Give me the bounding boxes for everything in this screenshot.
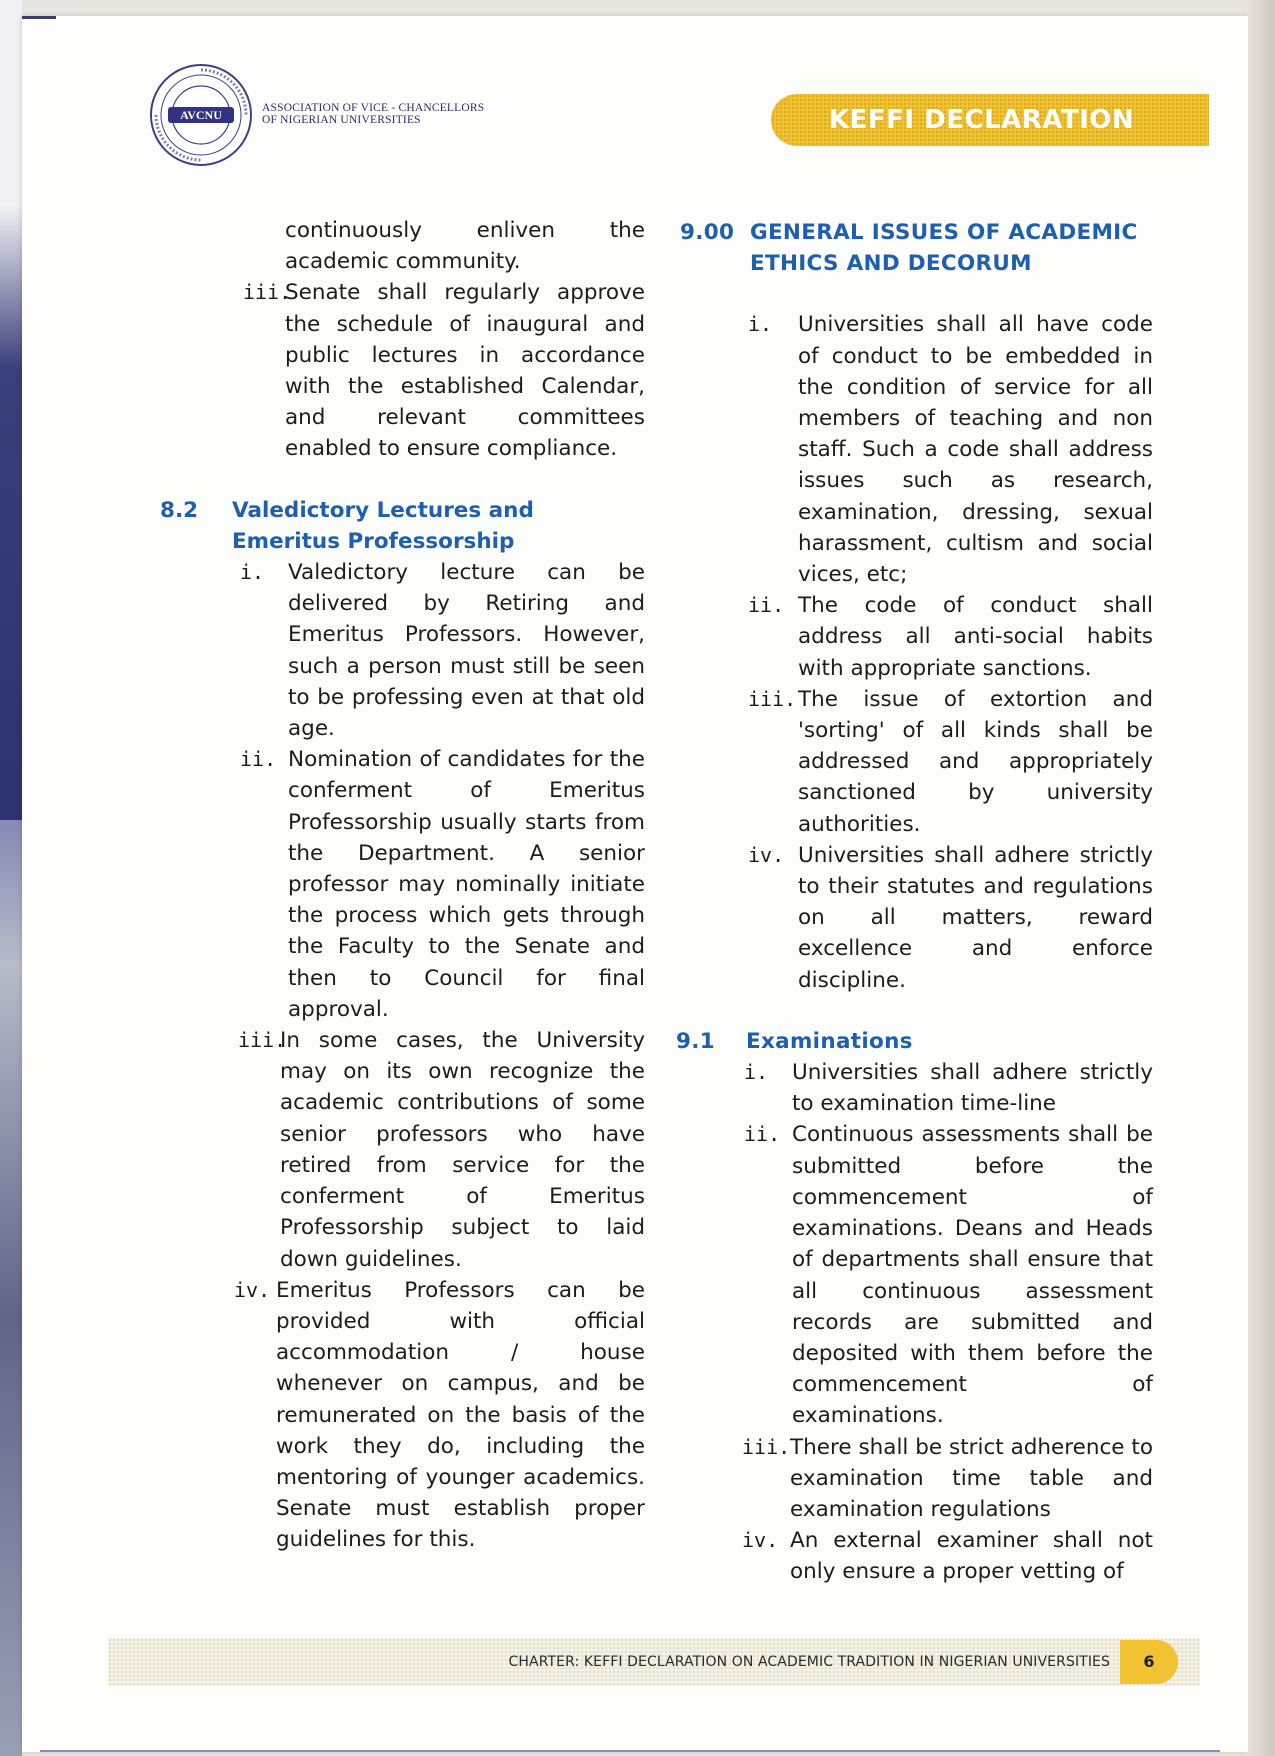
list-item-number: i. <box>748 312 773 337</box>
list-item <box>160 557 645 744</box>
list-item-number: ii. <box>744 1122 781 1147</box>
list-item-text: Universities shall adhere strictly to their statutes and regulations on all matters, reward excellence and enforce discipline. <box>798 842 1153 993</box>
list-item-text: Continuous assessments shall be submitted before the commencement of examinations. Deans and Heads of departments shall ensure that all continuous assessment records are submitted and deposited with them before the commencement of examinations. <box>792 1122 1153 1429</box>
list-item-number: ii. <box>748 593 785 618</box>
section-heading-9-1 <box>676 1026 1153 1057</box>
list-item-text: An external examiner shall not only ensure a proper vetting of <box>790 1528 1153 1585</box>
list-item <box>680 309 1153 590</box>
bottom-rule <box>40 1750 1220 1752</box>
list-item <box>160 277 645 464</box>
list-item <box>680 1057 1153 1119</box>
page-footer <box>108 1638 1200 1686</box>
list-item-number: iv. <box>742 1528 779 1553</box>
section-title: Examinations <box>746 1028 913 1054</box>
org-name-line2: OF NIGERIAN UNIVERSITIES <box>262 114 421 126</box>
list-item <box>680 1119 1153 1431</box>
list-item-text: In some cases, the University may on its own recognize the academic contributions of some senior professors who have retired from service for the conferment of Emeritus Professorship subject to laid down guidelines. <box>280 1028 645 1272</box>
list-item-number: ii. <box>240 747 277 772</box>
list-item-text: The issue of extortion and 'sorting' of all kinds shall be addressed and appropriately sanctioned by university authorities. <box>798 686 1153 837</box>
list-item-text: Valedictory lecture can be delivered by Retiring and Emeritus Professors. However, such a person must still be seen to be professing even at that old age. <box>288 560 645 742</box>
list-item-text: The code of conduct shall address all anti-social habits with appropriate sanctions. <box>798 593 1153 681</box>
list-item <box>160 744 645 1025</box>
section-title: GENERAL ISSUES OF ACADEMIC ETHICS AND DECORUM <box>750 220 1138 277</box>
list-item-text: Nomination of candidates for the conferment of Emeritus Professorship usually starts from the Department. A senior professor may nominally initiate the process which gets through the Faculty to the Senate and then to Council for final approval. <box>288 747 645 1022</box>
logo-abbrev: AVCNU <box>180 108 222 122</box>
list-item-text: There shall be strict adherence to examination time table and examination regulations <box>790 1434 1153 1522</box>
list-item <box>160 1275 645 1556</box>
list-item-text: Universities shall all have code of conduct to be embedded in the condition of service for all members of teaching and non staff. Such a code shall address issues such as research, examination, dressing, sexual harassment, cultism and social vices, etc; <box>798 312 1153 588</box>
left-column <box>160 215 645 1556</box>
avcnu-logo <box>148 62 254 168</box>
list-item-number: iv. <box>234 1277 271 1302</box>
list-item <box>160 1025 645 1275</box>
section-heading-9-00 <box>680 217 1153 279</box>
section-heading-8-2 <box>160 495 645 557</box>
list-item <box>680 590 1153 684</box>
top-rule <box>22 16 56 19</box>
section-number: 8.2 <box>160 497 199 523</box>
list-item-number: i. <box>240 560 265 585</box>
section-title: Valedictory Lectures and Emeritus Professorship <box>232 497 534 554</box>
list-item-number: iv. <box>748 842 785 867</box>
list-item <box>680 684 1153 840</box>
list-item <box>680 840 1153 996</box>
right-column <box>676 217 1153 1588</box>
section-number: 9.1 <box>676 1028 715 1054</box>
list-item-number: iii. <box>238 1028 287 1053</box>
header-banner: KEFFI DECLARATION <box>771 94 1209 146</box>
list-item-text: Emeritus Professors can be provided with official accommodation / house whenever on campus, and be remunerated on the basis of the work they do, including the mentoring of younger academics. Senate must establish proper guidelines for this. <box>276 1277 645 1553</box>
list-item-text: Universities shall adhere strictly to examination time-line <box>792 1060 1153 1117</box>
footer-text: CHARTER: KEFFI DECLARATION ON ACADEMIC TRADITION IN NIGERIAN UNIVERSITIES <box>508 1654 1110 1670</box>
page-right-edge <box>1248 0 1275 1756</box>
list-item-number: iii. <box>742 1434 791 1459</box>
list-item-number: iii. <box>243 280 292 305</box>
list-item <box>680 1525 1153 1587</box>
list-item-text: Senate shall regularly approve the schedule of inaugural and public lectures in accordance with the established Calendar, and relevant committees enabled to ensure compliance. <box>285 280 645 462</box>
org-name-line1: ASSOCIATION OF VICE - CHANCELLORS <box>262 102 485 114</box>
section-number: 9.00 <box>680 220 735 245</box>
org-name <box>262 102 484 126</box>
page-number: 6 <box>1120 1640 1178 1684</box>
list-item-number: iii. <box>748 686 797 711</box>
continued-paragraph: continuously enliven the academic community. <box>285 218 645 275</box>
list-item <box>680 1432 1153 1526</box>
page-spine-edge <box>0 0 22 1756</box>
list-item-number: i. <box>744 1060 769 1085</box>
